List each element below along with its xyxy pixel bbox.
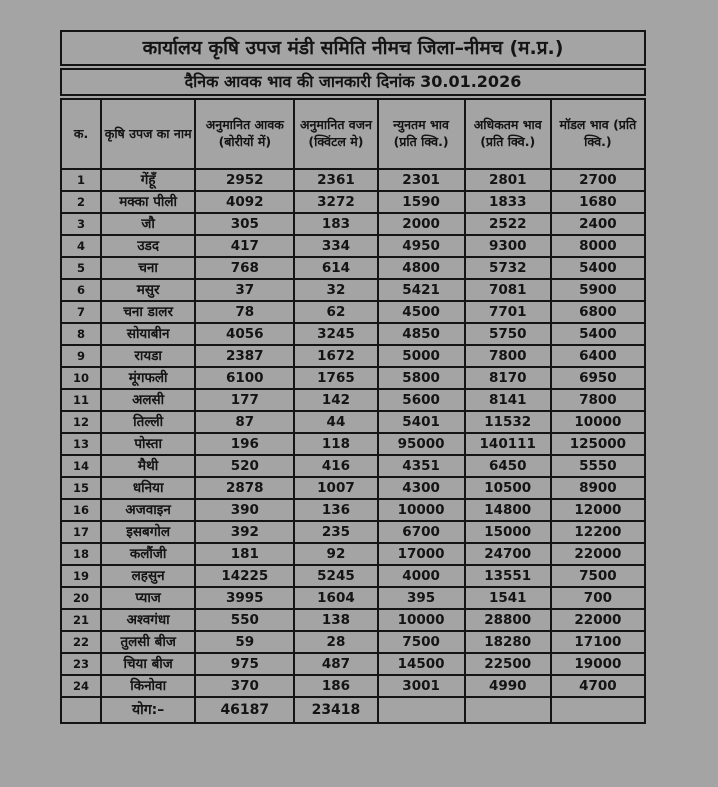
modal-price-cell: 7500 (551, 565, 645, 587)
crop-name-cell: मक्का पीली (101, 191, 195, 213)
arrival-cell: 4092 (195, 191, 294, 213)
arrival-cell: 2952 (195, 169, 294, 191)
table-row (61, 543, 645, 565)
max-price-cell: 7800 (465, 345, 551, 367)
arrival-cell: 2387 (195, 345, 294, 367)
weight-cell: 28 (294, 631, 377, 653)
weight-cell: 136 (294, 499, 377, 521)
max-price-cell: 14800 (465, 499, 551, 521)
min-price-cell: 4300 (378, 477, 465, 499)
max-price-cell: 18280 (465, 631, 551, 653)
col-serial: क. (61, 99, 101, 169)
table-row (61, 565, 645, 587)
table-body (61, 169, 645, 697)
max-price-cell: 1541 (465, 587, 551, 609)
max-price-cell: 28800 (465, 609, 551, 631)
arrival-cell: 59 (195, 631, 294, 653)
max-price-cell: 2522 (465, 213, 551, 235)
total-modal-cell (551, 697, 645, 723)
arrival-cell: 181 (195, 543, 294, 565)
serial-cell: 13 (61, 433, 101, 455)
table-row (61, 455, 645, 477)
max-price-cell: 5732 (465, 257, 551, 279)
table-row (61, 213, 645, 235)
modal-price-cell: 2700 (551, 169, 645, 191)
min-price-cell: 2000 (378, 213, 465, 235)
weight-cell: 2361 (294, 169, 377, 191)
serial-cell: 17 (61, 521, 101, 543)
table-row (61, 279, 645, 301)
weight-cell: 32 (294, 279, 377, 301)
serial-cell: 9 (61, 345, 101, 367)
office-title: कार्यालय कृषि उपज मंडी समिति नीमच जिला–नीमच (म.प्र.) (60, 30, 646, 66)
table-row (61, 499, 645, 521)
arrival-cell: 768 (195, 257, 294, 279)
crop-name-cell: चना डालर (101, 301, 195, 323)
arrival-cell: 4056 (195, 323, 294, 345)
min-price-cell: 395 (378, 587, 465, 609)
max-price-cell: 24700 (465, 543, 551, 565)
min-price-cell: 10000 (378, 609, 465, 631)
serial-cell: 12 (61, 411, 101, 433)
crop-name-cell: प्याज (101, 587, 195, 609)
table-row (61, 345, 645, 367)
crop-name-cell: मूंगफली (101, 367, 195, 389)
col-max-price: अधिकतम भाव (प्रति क्वि.) (465, 99, 551, 169)
max-price-cell: 7701 (465, 301, 551, 323)
weight-cell: 614 (294, 257, 377, 279)
serial-cell: 6 (61, 279, 101, 301)
min-price-cell: 4850 (378, 323, 465, 345)
modal-price-cell: 2400 (551, 213, 645, 235)
col-est-arrival: अनुमानित आवक (बोरीयों में) (195, 99, 294, 169)
max-price-cell: 22500 (465, 653, 551, 675)
weight-cell: 235 (294, 521, 377, 543)
weight-cell: 186 (294, 675, 377, 697)
arrival-cell: 520 (195, 455, 294, 477)
total-serial-cell (61, 697, 101, 723)
table-row (61, 169, 645, 191)
serial-cell: 24 (61, 675, 101, 697)
crop-name-cell: अलसी (101, 389, 195, 411)
serial-cell: 1 (61, 169, 101, 191)
max-price-cell: 5750 (465, 323, 551, 345)
arrival-cell: 370 (195, 675, 294, 697)
min-price-cell: 4000 (378, 565, 465, 587)
min-price-cell: 1590 (378, 191, 465, 213)
serial-cell: 18 (61, 543, 101, 565)
modal-price-cell: 22000 (551, 543, 645, 565)
serial-cell: 23 (61, 653, 101, 675)
weight-cell: 138 (294, 609, 377, 631)
modal-price-cell: 4700 (551, 675, 645, 697)
table-row (61, 521, 645, 543)
arrival-cell: 3995 (195, 587, 294, 609)
modal-price-cell: 12200 (551, 521, 645, 543)
modal-price-cell: 8900 (551, 477, 645, 499)
total-arrival-cell: 46187 (195, 697, 294, 723)
crop-name-cell: अश्वगंधा (101, 609, 195, 631)
modal-price-cell: 125000 (551, 433, 645, 455)
min-price-cell: 3001 (378, 675, 465, 697)
serial-cell: 7 (61, 301, 101, 323)
crop-name-cell: लहसुन (101, 565, 195, 587)
weight-cell: 3272 (294, 191, 377, 213)
serial-cell: 22 (61, 631, 101, 653)
min-price-cell: 14500 (378, 653, 465, 675)
table-row (61, 653, 645, 675)
max-price-cell: 13551 (465, 565, 551, 587)
arrival-cell: 14225 (195, 565, 294, 587)
max-price-cell: 11532 (465, 411, 551, 433)
crop-name-cell: चिया बीज (101, 653, 195, 675)
table-row (61, 323, 645, 345)
crop-name-cell: सोयाबीन (101, 323, 195, 345)
modal-price-cell: 6400 (551, 345, 645, 367)
serial-cell: 5 (61, 257, 101, 279)
table-row (61, 389, 645, 411)
modal-price-cell: 19000 (551, 653, 645, 675)
min-price-cell: 5401 (378, 411, 465, 433)
min-price-cell: 5800 (378, 367, 465, 389)
modal-price-cell: 1680 (551, 191, 645, 213)
serial-cell: 14 (61, 455, 101, 477)
table-row (61, 301, 645, 323)
table-row (61, 191, 645, 213)
modal-price-cell: 6800 (551, 301, 645, 323)
table-row (61, 631, 645, 653)
max-price-cell: 9300 (465, 235, 551, 257)
weight-cell: 5245 (294, 565, 377, 587)
modal-price-cell: 6950 (551, 367, 645, 389)
table-row (61, 477, 645, 499)
weight-cell: 334 (294, 235, 377, 257)
table-row (61, 367, 645, 389)
modal-price-cell: 17100 (551, 631, 645, 653)
min-price-cell: 17000 (378, 543, 465, 565)
max-price-cell: 4990 (465, 675, 551, 697)
arrival-cell: 390 (195, 499, 294, 521)
table-row (61, 235, 645, 257)
crop-name-cell: उडद (101, 235, 195, 257)
modal-price-cell: 12000 (551, 499, 645, 521)
min-price-cell: 5421 (378, 279, 465, 301)
serial-cell: 3 (61, 213, 101, 235)
daily-rate-subtitle: दैनिक आवक भाव की जानकारी दिनांक 30.01.2026 (60, 68, 646, 96)
total-min-cell (378, 697, 465, 723)
crop-name-cell: गेंहूँ (101, 169, 195, 191)
table-row (61, 257, 645, 279)
min-price-cell: 2301 (378, 169, 465, 191)
serial-cell: 16 (61, 499, 101, 521)
weight-cell: 1672 (294, 345, 377, 367)
table-row (61, 675, 645, 697)
crop-name-cell: अजवाइन (101, 499, 195, 521)
modal-price-cell: 5400 (551, 257, 645, 279)
table-footer (61, 697, 645, 723)
modal-price-cell: 7800 (551, 389, 645, 411)
mandi-rate-sheet (60, 30, 646, 724)
daily-rates-table (60, 98, 646, 724)
crop-name-cell: धनिया (101, 477, 195, 499)
weight-cell: 183 (294, 213, 377, 235)
modal-price-cell: 8000 (551, 235, 645, 257)
arrival-cell: 87 (195, 411, 294, 433)
arrival-cell: 2878 (195, 477, 294, 499)
modal-price-cell: 5400 (551, 323, 645, 345)
table-row (61, 411, 645, 433)
total-weight-cell: 23418 (294, 697, 377, 723)
serial-cell: 15 (61, 477, 101, 499)
weight-cell: 1765 (294, 367, 377, 389)
weight-cell: 142 (294, 389, 377, 411)
col-modal-price: मॉडल भाव (प्रति क्वि.) (551, 99, 645, 169)
total-label-cell: योग:– (101, 697, 195, 723)
weight-cell: 44 (294, 411, 377, 433)
table-row (61, 587, 645, 609)
weight-cell: 3245 (294, 323, 377, 345)
min-price-cell: 7500 (378, 631, 465, 653)
total-max-cell (465, 697, 551, 723)
serial-cell: 19 (61, 565, 101, 587)
table-row (61, 433, 645, 455)
weight-cell: 118 (294, 433, 377, 455)
min-price-cell: 5000 (378, 345, 465, 367)
max-price-cell: 7081 (465, 279, 551, 301)
serial-cell: 21 (61, 609, 101, 631)
weight-cell: 92 (294, 543, 377, 565)
col-est-weight: अनुमानित वजन (क्विंटल मे) (294, 99, 377, 169)
crop-name-cell: तुलसी बीज (101, 631, 195, 653)
modal-price-cell: 22000 (551, 609, 645, 631)
min-price-cell: 95000 (378, 433, 465, 455)
arrival-cell: 305 (195, 213, 294, 235)
crop-name-cell: कलौंजी (101, 543, 195, 565)
arrival-cell: 550 (195, 609, 294, 631)
arrival-cell: 392 (195, 521, 294, 543)
modal-price-cell: 5550 (551, 455, 645, 477)
weight-cell: 1604 (294, 587, 377, 609)
table-header (61, 99, 645, 169)
arrival-cell: 177 (195, 389, 294, 411)
crop-name-cell: रायडा (101, 345, 195, 367)
arrival-cell: 6100 (195, 367, 294, 389)
arrival-cell: 975 (195, 653, 294, 675)
crop-name-cell: पोस्ता (101, 433, 195, 455)
max-price-cell: 1833 (465, 191, 551, 213)
arrival-cell: 78 (195, 301, 294, 323)
modal-price-cell: 10000 (551, 411, 645, 433)
max-price-cell: 8170 (465, 367, 551, 389)
arrival-cell: 37 (195, 279, 294, 301)
min-price-cell: 4950 (378, 235, 465, 257)
max-price-cell: 2801 (465, 169, 551, 191)
max-price-cell: 15000 (465, 521, 551, 543)
max-price-cell: 140111 (465, 433, 551, 455)
crop-name-cell: मैथी (101, 455, 195, 477)
min-price-cell: 10000 (378, 499, 465, 521)
weight-cell: 62 (294, 301, 377, 323)
header-row (61, 99, 645, 169)
min-price-cell: 5600 (378, 389, 465, 411)
crop-name-cell: मसुर (101, 279, 195, 301)
crop-name-cell: चना (101, 257, 195, 279)
crop-name-cell: जौ (101, 213, 195, 235)
crop-name-cell: इसबगोल (101, 521, 195, 543)
weight-cell: 416 (294, 455, 377, 477)
serial-cell: 11 (61, 389, 101, 411)
arrival-cell: 417 (195, 235, 294, 257)
col-crop-name: कृषि उपज का नाम (101, 99, 195, 169)
weight-cell: 487 (294, 653, 377, 675)
arrival-cell: 196 (195, 433, 294, 455)
min-price-cell: 4500 (378, 301, 465, 323)
min-price-cell: 6700 (378, 521, 465, 543)
max-price-cell: 10500 (465, 477, 551, 499)
col-min-price: न्युनतम भाव (प्रति क्वि.) (378, 99, 465, 169)
weight-cell: 1007 (294, 477, 377, 499)
serial-cell: 2 (61, 191, 101, 213)
min-price-cell: 4800 (378, 257, 465, 279)
crop-name-cell: तिल्ली (101, 411, 195, 433)
max-price-cell: 6450 (465, 455, 551, 477)
serial-cell: 4 (61, 235, 101, 257)
min-price-cell: 4351 (378, 455, 465, 477)
total-row (61, 697, 645, 723)
crop-name-cell: किनोवा (101, 675, 195, 697)
modal-price-cell: 5900 (551, 279, 645, 301)
serial-cell: 20 (61, 587, 101, 609)
serial-cell: 10 (61, 367, 101, 389)
serial-cell: 8 (61, 323, 101, 345)
modal-price-cell: 700 (551, 587, 645, 609)
max-price-cell: 8141 (465, 389, 551, 411)
table-row (61, 609, 645, 631)
